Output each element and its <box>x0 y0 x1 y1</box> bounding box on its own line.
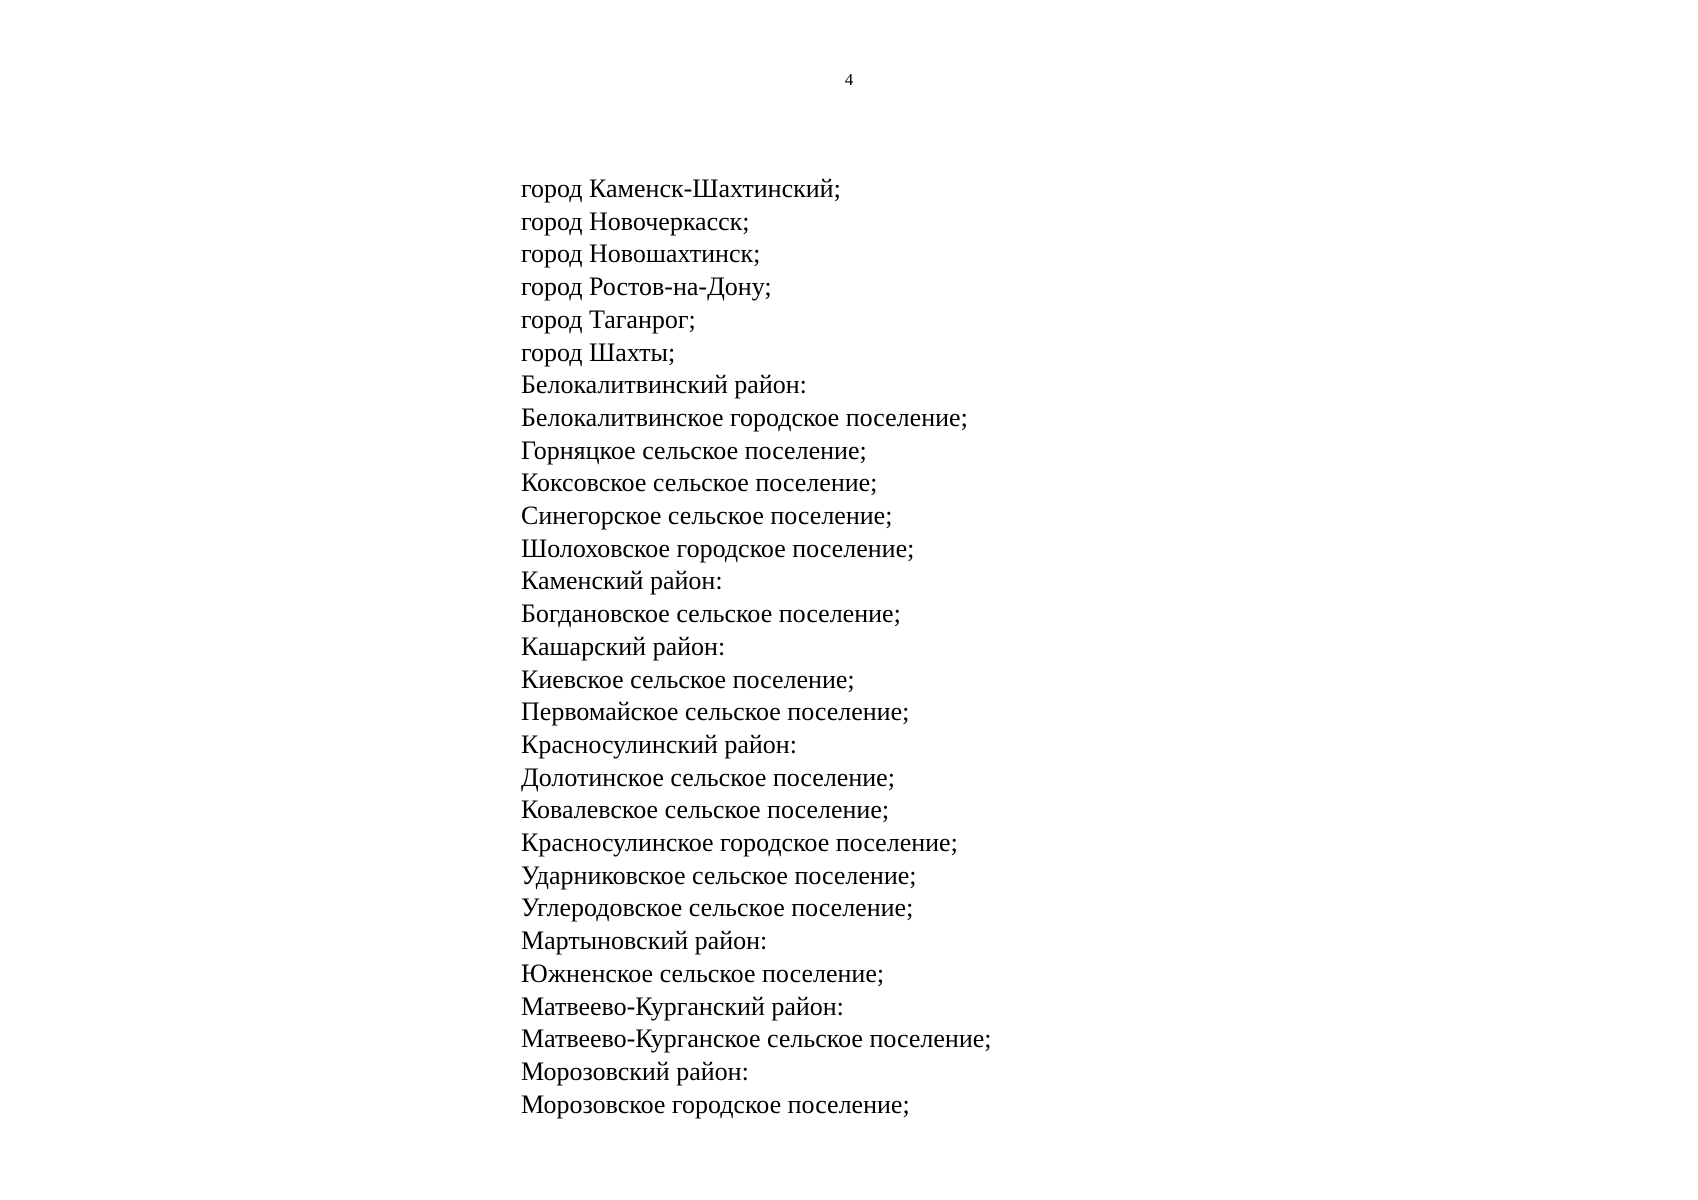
list-item: Горняцкое сельское поселение; <box>521 435 867 465</box>
list-item: Коксовское сельское поселение; <box>521 468 878 498</box>
list-item: Красносулинский район: <box>521 729 797 759</box>
list-item: город Ростов-на-Дону; <box>521 272 772 302</box>
list-item: Долотинское сельское поселение; <box>521 762 895 792</box>
list-item: Морозовское городское поселение; <box>521 1089 910 1119</box>
list-item: Шолоховское городское поселение; <box>521 533 915 563</box>
page-number: 4 <box>844 70 854 89</box>
list-item: Ковалевское сельское поселение; <box>521 795 890 825</box>
list-item: Киевское сельское поселение; <box>521 664 855 694</box>
list-item: Каменский район: <box>521 566 723 596</box>
list-item: Кашарский район: <box>521 631 726 661</box>
list-item: Матвеево-Курганское сельское поселение; <box>521 1024 992 1054</box>
list-item: Морозовский район: <box>521 1056 749 1086</box>
list-item: город Новошахтинск; <box>521 239 761 269</box>
list-item: Красносулинское городское поселение; <box>521 828 958 858</box>
list-item: Ударниковское сельское поселение; <box>521 860 917 890</box>
list-item: город Каменск-Шахтинский; <box>521 174 841 203</box>
list-item: Белокалитвинский район: <box>521 370 807 400</box>
list-item: город Шахты; <box>521 337 676 367</box>
list-item: Матвеево-Курганский район: <box>521 991 844 1021</box>
list-item: Южненское сельское поселение; <box>521 958 885 988</box>
list-item: город Новочеркасск; <box>521 206 750 236</box>
municipality-list <box>521 173 992 1121</box>
list-item: город Таганрог; <box>521 304 696 334</box>
list-item: Первомайское сельское поселение; <box>521 697 910 727</box>
list-item: Углеродовское сельское поселение; <box>521 893 914 923</box>
list-item: Богдановское сельское поселение; <box>521 599 901 629</box>
list-item: Белокалитвинское городское поселение; <box>521 402 968 432</box>
list-item: Мартыновский район: <box>521 926 768 956</box>
list-item: Синегорское сельское поселение; <box>521 501 893 531</box>
